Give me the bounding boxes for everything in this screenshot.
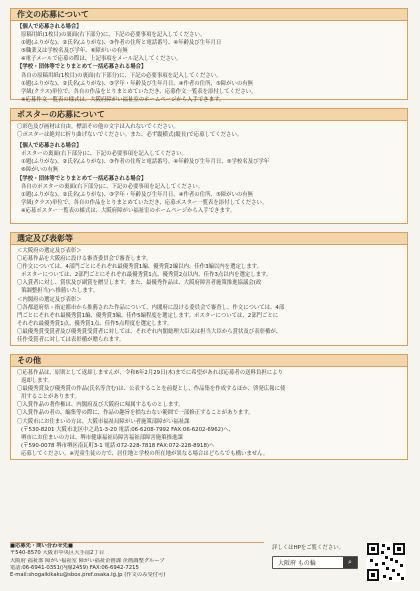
section-other [10, 354, 408, 460]
text-line: 〇最優秀賞及び優秀賞の作品(氏名等含む)は、公表することを前提とし、作品集を作成するほか、啓発広報に使 [17, 386, 286, 393]
section-title: その他 [11, 355, 407, 367]
section-selection [10, 232, 408, 346]
contact-line: 電話:06-6941-0351(内線2459) FAX:06-6942-7215 [10, 564, 139, 571]
text-line: 〇作文については、4部門ごとにそれぞれ最優秀賞1編、優秀賞2編以内、佳作3編以内を選定します。 [17, 264, 262, 271]
qr-code-icon[interactable] [366, 542, 406, 582]
text-line: ＜大阪府の選定及び表彰＞ [17, 248, 82, 254]
search-box[interactable] [272, 556, 358, 569]
footer [10, 542, 408, 588]
text-line: 〇入賞者に対し、賞状及び副賞を贈呈します。また、最優秀作品は、大阪府障害者施策推進協議会(政 [17, 280, 262, 287]
text-line: 〇応募作品を大阪府に設ける審査委員会で審査します。 [17, 256, 152, 263]
text-line: 応募してください。※児童生徒の方で、居住地と学校の所在地が異なる場合はどちらでも構いません。 [21, 450, 269, 457]
text-line: ①題(ふりがな)、②氏名(ふりがな)、③作者の住所と電話番号、④年齢及び生年月日、⑤学校名及び学年 [21, 159, 270, 166]
section-body [11, 21, 407, 106]
text-line: 〇ポスターは絶対に折り曲げないでください。また、必ず縦横式(縦長)で応募してください。 [17, 132, 243, 139]
text-line: 〇入賞作品の著作権は、内閣府及び大阪府に帰属するものとします。 [17, 402, 184, 409]
text-line: それぞれ最優秀賞1点、優秀賞1点、佳作5点程度を選定します。 [17, 320, 173, 327]
text-line: ※応募作文一覧表の様式は、大阪府障がい福祉室のホームページから入手できます。 [21, 96, 225, 103]
section-poster [10, 108, 408, 224]
text-line: (〒590-0078 堺市堺区南瓦町3-1 電話:072-228-7818 FAX:072-228-8918)へ [21, 442, 215, 449]
section-essay [10, 8, 408, 103]
text-line: 〇大阪市にお住まいの方は、大阪市福祉局障がい者施策部障がい福祉課 [17, 418, 190, 425]
text-line: 〇入賞作品の者の、編集等の際に、作品の趣旨を損なわない範囲で一部修正することがあります。 [17, 410, 254, 417]
text-line: ＜内閣府の選定及び表彰＞ [17, 296, 82, 303]
hp-note: 詳しくはHPをご覧ください。 [272, 545, 344, 551]
section-body [11, 367, 407, 460]
text-line: 各自のポスターの裏面(右下部分)に、下記の必要事項を記入してください。 [21, 183, 204, 190]
text-line: ※電子メールで応募の際は、上記事項をメール記入してください。 [21, 56, 182, 63]
text-line: 門ごとにそれぞれ最優秀賞1編、優秀賞3編、佳作5編程度を選定します。ポスターについては、2部門ごとに [17, 312, 279, 319]
section-body [11, 245, 407, 346]
magnifier-icon[interactable]: ⌕ [343, 557, 357, 568]
section-title: ポスターの応募について [11, 109, 407, 121]
text-line: 用することがあります。 [21, 394, 80, 401]
text-line: 【個人で応募される場合】 [17, 24, 82, 30]
text-line: ①題(ふりがな)、②氏名(ふりがな)、③学年・年齢及び生年月日、④作者の住所、⑤障がいの有無 [21, 191, 254, 198]
text-line: 【学校・団体等でとりまとめて一括応募される場合】 [17, 175, 147, 182]
text-line: 〇応募作品は、原則として返却しませんが、令和6年2月29日(木)までに希望があれば応募者の送料負担により [17, 370, 283, 376]
text-line: 学級(クラス)単位で、各自の作品をとりまとめていただき、応募作文一覧表を添付してください。 [21, 88, 257, 95]
text-line: ポスターについては、2部門ごとにそれぞれ最優秀賞1点、優秀賞2点以内、佳作3点以内を選定します。 [21, 272, 272, 279]
text-line: 〇各都道府県・指定都市から推薦された作品について、内閣府に設ける委員会で審査し、作文については、4部 [17, 304, 285, 311]
text-line: 【個人で応募される場合】 [17, 143, 82, 150]
search-text: 大阪府 もの輪 [278, 560, 316, 567]
text-line: 〇彩色及び画材は自由。標語その他の文字は入れないでください。 [17, 124, 179, 130]
text-line: ※応募ポスター一覧表の様式は、大阪府障がい福祉室のホームページから入手できます。 [21, 207, 236, 214]
text-line: ⑤職業又は学校名及び学年、⑥障がいの有無 [21, 48, 128, 55]
section-title: 選定及び表彰等 [11, 233, 407, 245]
text-line: 原稿用紙(1枚目)の裏面(右下部分)に、下記の必要事項を記入してください。 [21, 32, 206, 39]
text-line: 〇最優秀賞受賞者及び優秀賞受賞者に対しては、それぞれ内閣総理大臣又は担当大臣から賞状及び表彰楯が、 [17, 328, 282, 335]
text-line: 学級(クラス)単位で、各自の作品をとりまとめていただき、応募ポスター一覧表を添付してください。 [21, 199, 268, 206]
text-line: 各自の原稿用紙(1枚目)の裏面(右下部分)に、下記の必要事項を記入してください。 [21, 72, 222, 79]
text-line: ポスターの裏面(右下部分)に、下記の必要事項を記入してください。 [21, 151, 187, 158]
text-line: 堺市にお住まいの方は、堺市健康福祉局障害福祉部障害施策推進課 [21, 434, 183, 441]
section-title: 作文の応募について [11, 9, 407, 21]
contact-line: ■応募先・問い合わせ先■ [10, 543, 73, 549]
contact-line: 〒540-8570 大阪市中央区大手前2丁目 [10, 550, 105, 557]
contact-info [10, 542, 264, 589]
text-line: ①題(ふりがな)、②氏名(ふりがな)、③作者の住所と電話番号、④年齢及び生年月日 [21, 40, 222, 47]
text-line: 策調整担当)へ推薦いたします。 [21, 288, 99, 295]
text-line: ①題(ふりがな)、②氏名(ふりがな)、③学年・年齢及び生年月日、④作者の住所、⑤障がいの有無 [21, 80, 254, 87]
text-line: 佳作受賞者に対しては表彰楯が贈られます。 [17, 337, 125, 344]
contact-line: 大阪府 福祉部 障がい福祉室 障がい福祉企画課 企画調整グループ [10, 557, 165, 564]
text-line: 返却します。 [21, 378, 53, 385]
text-line: 【学校・団体等でとりまとめて一括応募される場合】 [17, 64, 147, 71]
section-body [11, 121, 407, 217]
text-line: ⑥障がいの有無 [21, 167, 59, 174]
text-line: (〒530-8201 大阪市北区中之島1-3-20 電話:06-6208-7992 FAX:06-6202-6962)へ、 [21, 426, 234, 433]
contact-line[interactable]: E-mail:shogaikikaku@sbox.pref.osaka.lg.jp (作文のみ受付可) [10, 572, 166, 579]
